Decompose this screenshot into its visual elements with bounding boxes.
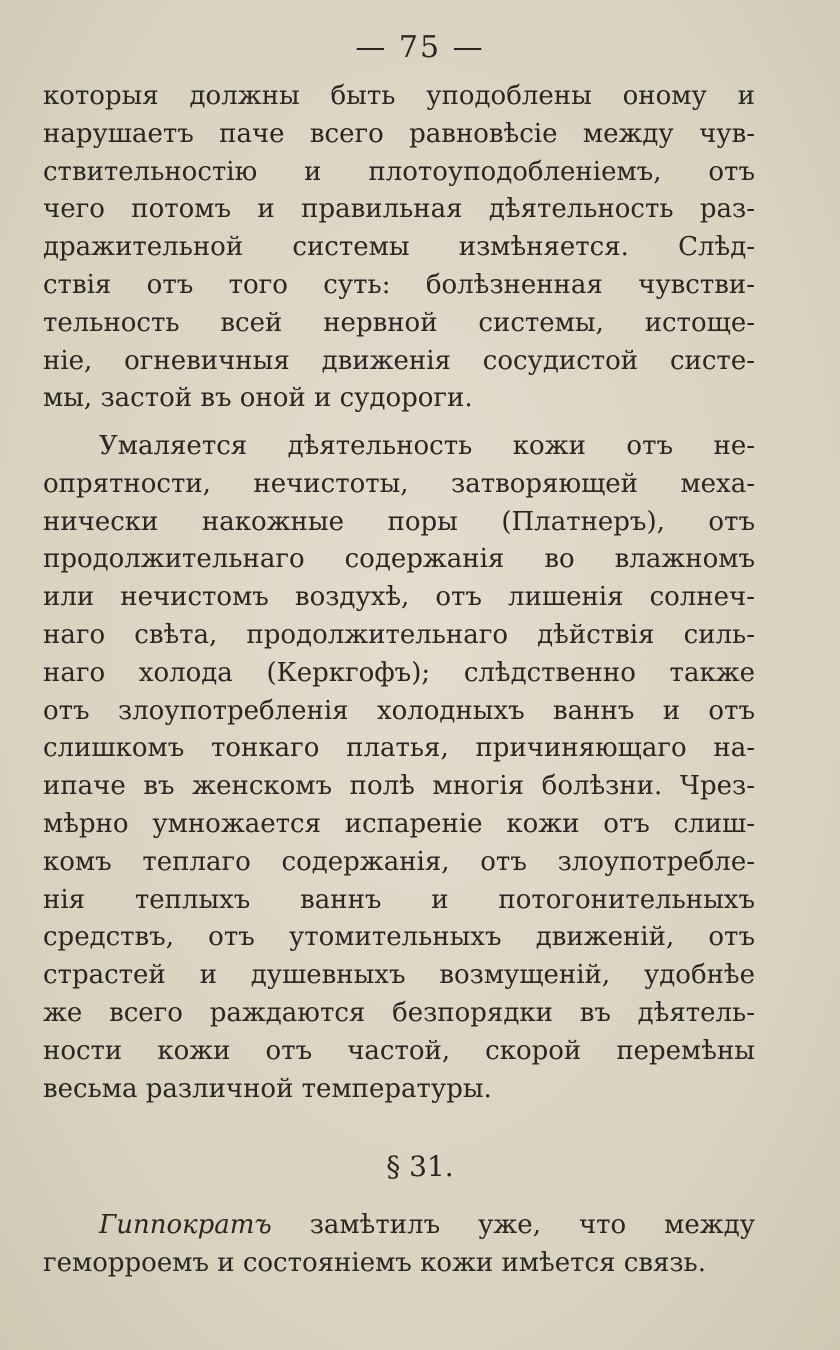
text-line: или нечистомъ воздухѣ, отъ лишенія солнеч- xyxy=(43,582,755,613)
text-line: Умаляется дѣятельность кожи отъ не- xyxy=(99,431,755,461)
text-line: нарушаетъ паче всего равновѣсіе между чув- xyxy=(43,118,755,149)
text-line: нія теплыхъ ваннъ и потогонительныхъ xyxy=(43,884,755,915)
text-line: наго холода (Керкгофъ); слѣдственно также xyxy=(43,657,755,688)
text-line: опрятности, нечистоты, затворяющей меха- xyxy=(43,468,755,499)
text-line: тельность всей нервной системы, истоще- xyxy=(43,307,755,338)
text-line: мѣрно умножается испареніе кожи отъ слиш- xyxy=(43,808,755,839)
page-number: — 75 — xyxy=(355,30,485,65)
text-line: геморроемъ и состояніемъ кожи имѣется связь. xyxy=(43,1247,706,1278)
text-line xyxy=(43,1207,755,1245)
paragraph-2 xyxy=(43,428,755,1108)
text-line: ности кожи отъ частой, скорой перемѣны xyxy=(43,1035,755,1066)
text-line: комъ теплаго содержанія, отъ злоупотребле- xyxy=(43,846,755,877)
text-line: слишкомъ тонкаго платья, причиняющаго на- xyxy=(43,733,755,764)
paragraph-1 xyxy=(43,78,755,418)
cited-author: Гиппократъ xyxy=(99,1210,272,1240)
section-heading: § 31. xyxy=(386,1150,454,1183)
paragraph-3 xyxy=(43,1207,755,1283)
text-line: весьма различной температуры. xyxy=(43,1073,492,1104)
text-line: продолжительнаго содержанія во влажномъ xyxy=(43,544,755,575)
text-line: которыя должны быть уподоблены оному и xyxy=(43,81,755,111)
text-line: мы, застой въ оной и судороги. xyxy=(43,383,473,414)
text-line: чего потомъ и правильная дѣятельность раз- xyxy=(43,194,755,225)
text-line: ствительностію и плотоуподобленіемъ, отъ xyxy=(43,156,755,187)
text-line: же всего раждаются безпорядки въ дѣятель- xyxy=(43,997,755,1028)
text-line: отъ злоупотребленія холодныхъ ваннъ и отъ xyxy=(43,695,755,726)
text-line: дражительной системы измѣняется. Слѣд- xyxy=(43,232,755,263)
text-span: замѣтилъ уже, что между xyxy=(271,1210,755,1240)
text-line: нически накожные поры (Платнеръ), отъ xyxy=(43,506,755,537)
text-line: страстей и душевныхъ возмущеній, удобнѣе xyxy=(43,960,755,991)
text-line: средствъ, отъ утомительныхъ движеній, отъ xyxy=(43,922,755,953)
text-line: наго свѣта, продолжительнаго дѣйствія силь- xyxy=(43,619,755,650)
text-line: ипаче въ женскомъ полѣ многія болѣзни. Чрез- xyxy=(43,771,755,802)
text-line: ствія отъ того суть: болѣзненная чувстви- xyxy=(43,269,755,300)
text-line: ніе, огневичныя движенія сосудистой систе- xyxy=(43,345,755,376)
